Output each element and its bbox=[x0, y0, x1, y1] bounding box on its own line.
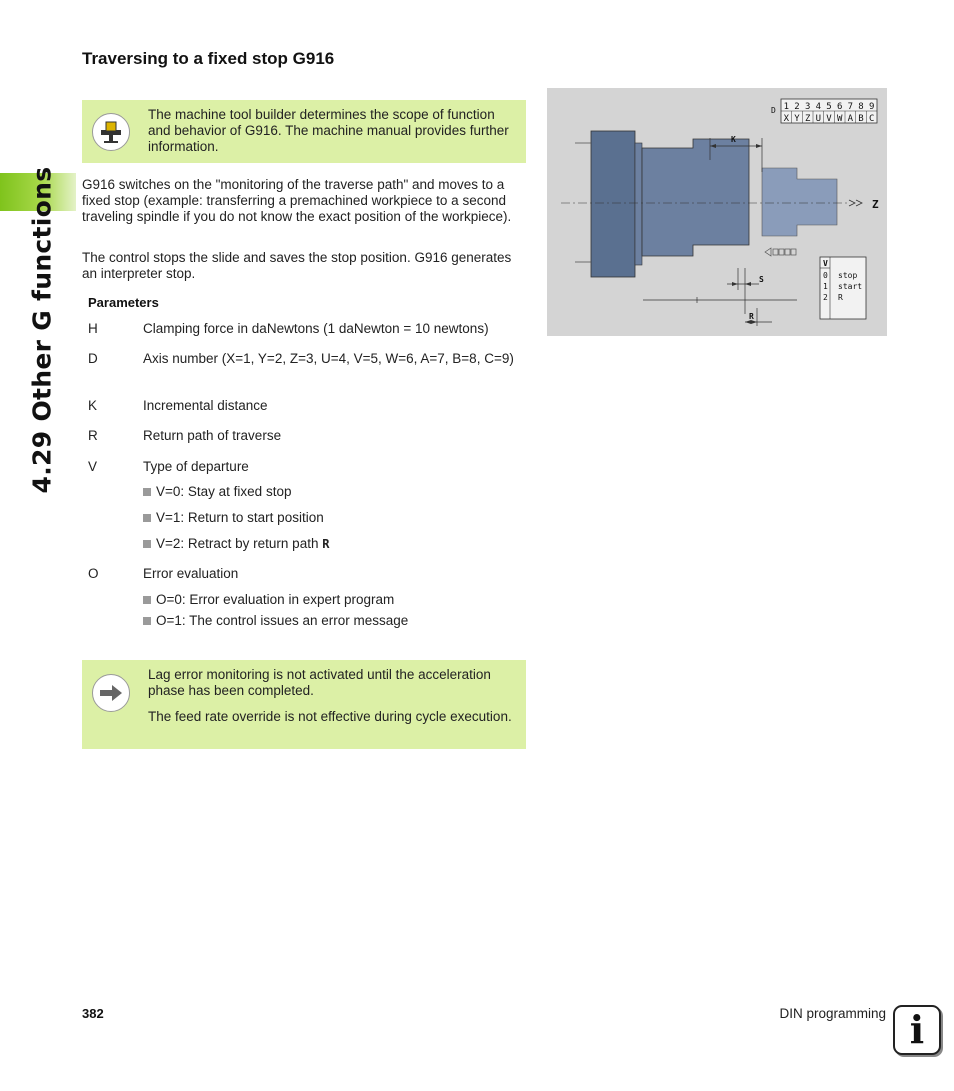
param-key: D bbox=[88, 351, 98, 366]
parameters-heading: Parameters bbox=[88, 295, 159, 310]
departure-type-table bbox=[820, 257, 866, 319]
axis-letter: W bbox=[836, 114, 843, 124]
axis-letter: C bbox=[868, 114, 875, 124]
arrow-right-icon bbox=[92, 674, 130, 712]
v-table-row-1-key: 1 bbox=[823, 282, 828, 291]
axis-number-table bbox=[771, 99, 877, 124]
param-desc: Incremental distance bbox=[143, 398, 268, 413]
bullet-square-icon bbox=[143, 617, 151, 625]
v-option-0: V=0: Stay at fixed stop bbox=[143, 484, 291, 500]
param-key: O bbox=[88, 566, 99, 581]
axis-number: 5 bbox=[826, 102, 832, 112]
v-table-row-2-key: 2 bbox=[823, 293, 828, 302]
axis-number: 2 bbox=[794, 102, 800, 112]
param-key: V bbox=[88, 459, 98, 474]
axis-number: 7 bbox=[847, 102, 854, 112]
machine-manual-icon bbox=[92, 113, 130, 151]
v-table-row-0-key: 0 bbox=[823, 271, 828, 280]
param-desc: Error evaluation bbox=[143, 566, 239, 581]
param-key: K bbox=[88, 398, 98, 413]
param-key: H bbox=[88, 321, 98, 336]
axis-number: 8 bbox=[858, 102, 864, 112]
v-table-row-1-val: start bbox=[838, 282, 863, 291]
axis-number: 9 bbox=[868, 102, 875, 112]
axis-number: 4 bbox=[815, 102, 822, 112]
param-key: R bbox=[88, 428, 98, 443]
note-text: The machine tool builder determines the scope of function and behavior of G916. The machine manual provides further information. bbox=[148, 107, 509, 154]
v-option-2: V=2: Retract by return path R bbox=[143, 536, 329, 552]
o-option-0: O=0: Error evaluation in expert program bbox=[143, 592, 394, 608]
param-desc: Type of departure bbox=[143, 459, 249, 474]
paragraph-stop: The control stops the slide and saves the stop position. G916 generates an interpreter stop. bbox=[82, 250, 512, 281]
v-table-row-0-val: stop bbox=[838, 271, 858, 280]
chapter-side-title: 4.29 Other G functions bbox=[27, 166, 57, 494]
dim-label-k: K bbox=[731, 135, 736, 144]
axis-number: 1 bbox=[783, 102, 790, 112]
dim-label-r: R bbox=[749, 312, 754, 321]
note-text-2: The feed rate override is not effective during cycle execution. bbox=[148, 709, 512, 724]
chapter-name: DIN programming bbox=[779, 1006, 886, 1021]
note-machine-manual bbox=[82, 100, 526, 163]
bullet-square-icon bbox=[143, 488, 151, 496]
axis-table-label: D bbox=[771, 106, 776, 115]
param-desc: Return path of traverse bbox=[143, 428, 282, 443]
axis-letter: V bbox=[826, 114, 832, 124]
axis-letter: U bbox=[815, 114, 822, 124]
bullet-square-icon bbox=[143, 514, 151, 522]
v-table-row-2-val: R bbox=[838, 293, 843, 302]
axis-letter: Y bbox=[794, 114, 800, 124]
param-desc: Axis number (X=1, Y=2, Z=3, U=4, V=5, W=6, A=7, B=8, C=9) bbox=[143, 351, 514, 366]
axis-letter: Z bbox=[804, 114, 811, 124]
workpiece bbox=[642, 139, 749, 256]
paragraph-intro: G916 switches on the "monitoring of the traverse path" and moves to a fixed stop (example: transferring a premachined workpiece to a second traveling spindle if you do not know the exact position of the workpiece). bbox=[82, 177, 512, 224]
axis-number: 6 bbox=[836, 102, 843, 112]
bullet-square-icon bbox=[143, 540, 151, 548]
info-icon bbox=[893, 1005, 941, 1055]
axis-letter: B bbox=[858, 114, 864, 124]
return-path-symbol: R bbox=[322, 537, 330, 551]
note-lag-error bbox=[82, 660, 526, 749]
axis-number: 3 bbox=[804, 102, 811, 112]
fixed-stop-diagram bbox=[547, 88, 887, 336]
page-number: 382 bbox=[82, 1006, 104, 1021]
axis-label-z: Z bbox=[872, 198, 879, 211]
note-text-1: Lag error monitoring is not activated until the acceleration phase has been completed. bbox=[148, 667, 491, 698]
bullet-square-icon bbox=[143, 596, 151, 604]
o-option-1: O=1: The control issues an error message bbox=[143, 613, 408, 629]
page-title: Traversing to a fixed stop G916 bbox=[82, 49, 335, 68]
axis-letter: X bbox=[783, 114, 790, 124]
axis-letter: A bbox=[847, 114, 854, 124]
dim-label-s: S bbox=[759, 275, 764, 284]
v-table-head: V bbox=[823, 259, 828, 268]
info-glyph: i bbox=[909, 1007, 925, 1052]
v-option-1: V=1: Return to start position bbox=[143, 510, 324, 526]
param-desc: Clamping force in daNewtons (1 daNewton = 10 newtons) bbox=[143, 321, 489, 336]
